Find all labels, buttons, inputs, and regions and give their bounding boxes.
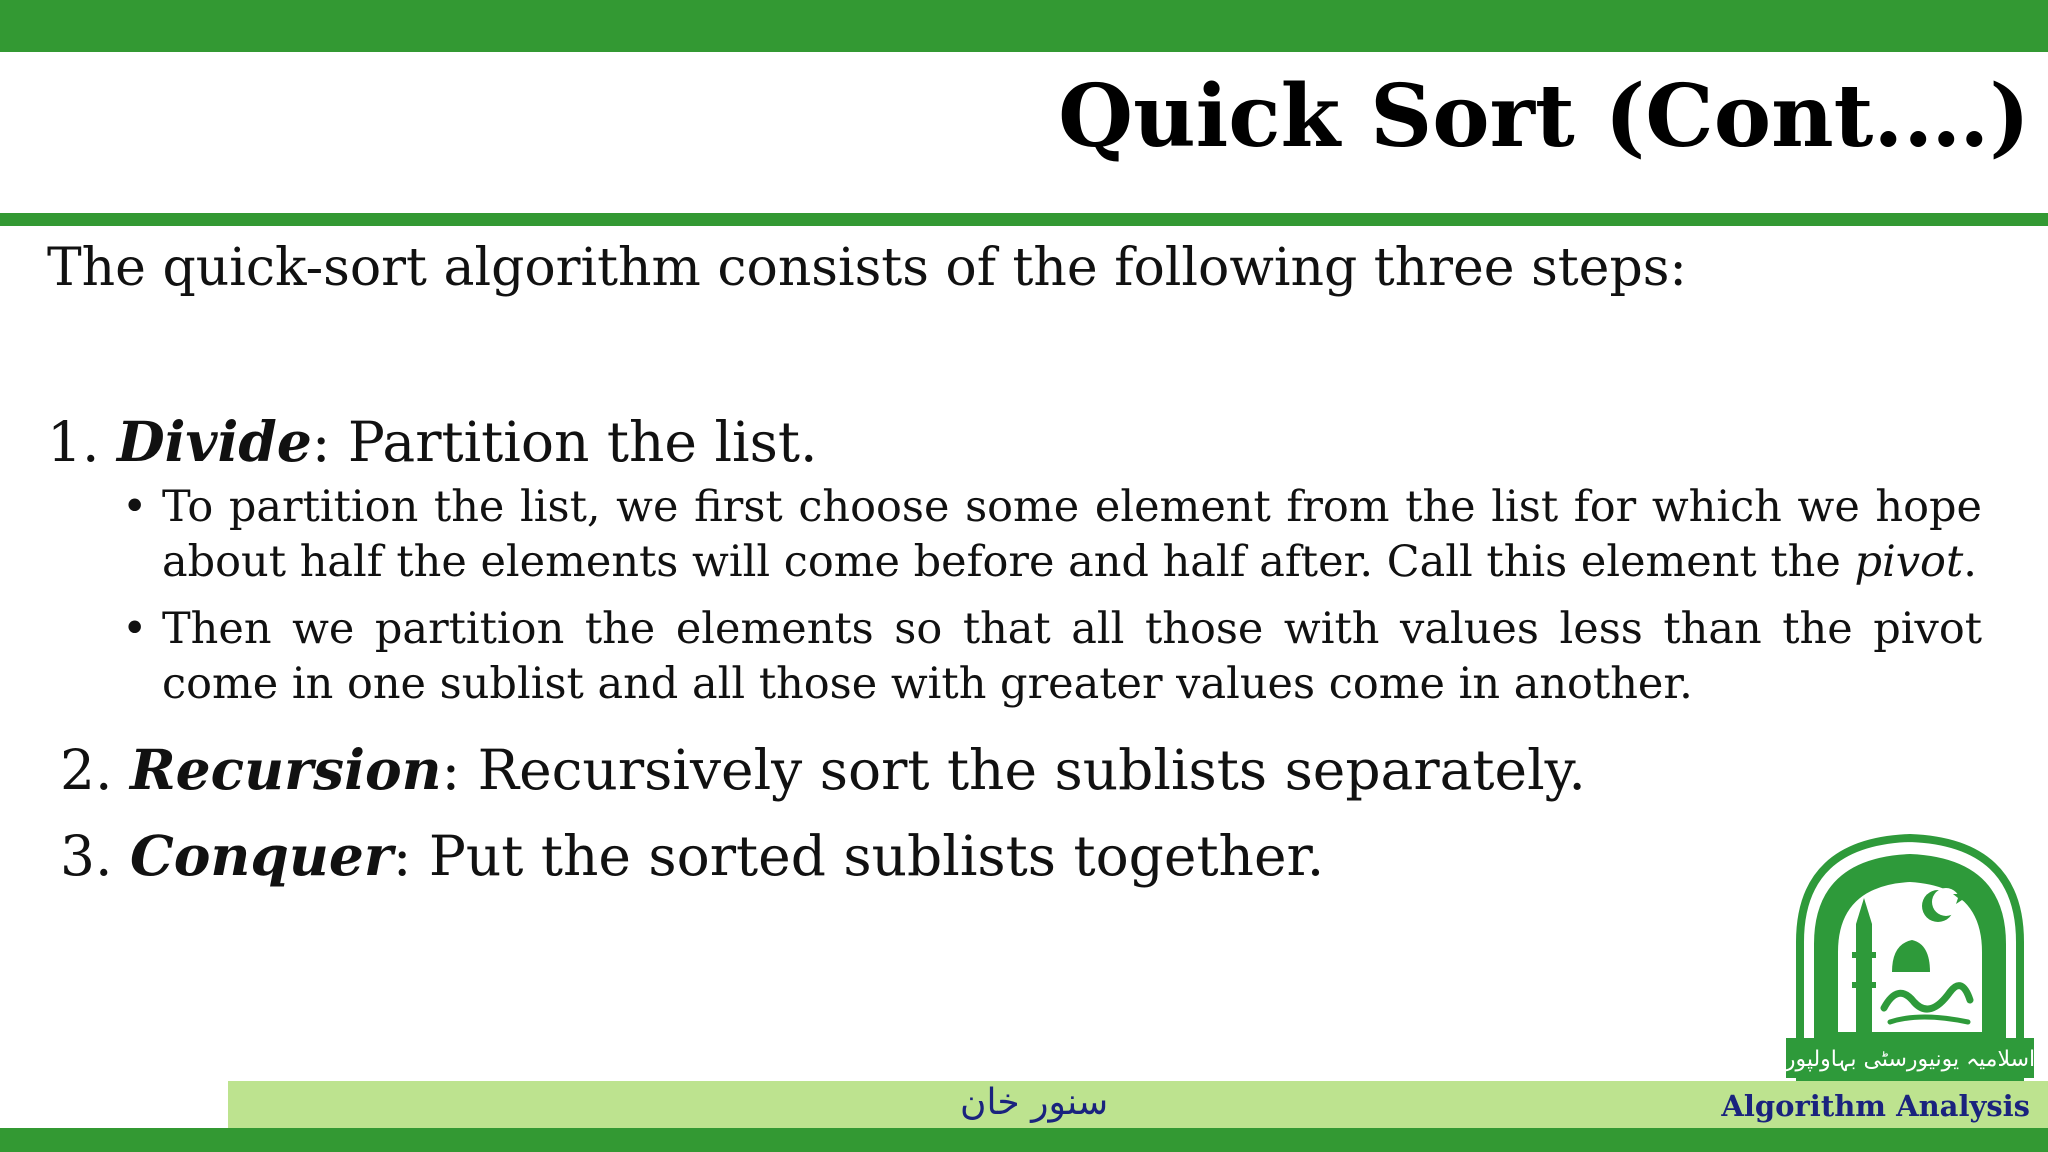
bullet-icon: • bbox=[122, 482, 148, 532]
step-term: Recursion bbox=[129, 737, 442, 802]
top-accent-bar bbox=[0, 0, 2048, 52]
divide-bullet-list bbox=[122, 480, 1982, 724]
step-number: 3. bbox=[60, 824, 113, 888]
bottom-accent-bar bbox=[0, 1128, 2048, 1152]
step-text: Partition the list. bbox=[330, 410, 818, 474]
bullet-end: . bbox=[1963, 537, 1977, 587]
footer-author: سنور خان bbox=[960, 1082, 1109, 1123]
logo-caption: اسلامیہ یونیورسٹی بہاولپور bbox=[1784, 1047, 2036, 1072]
footer-course-title: Algorithm Analysis bbox=[1721, 1089, 2030, 1123]
pivot-term: pivot bbox=[1854, 537, 1964, 587]
bullet-icon: • bbox=[122, 604, 148, 654]
step-separator: : bbox=[311, 410, 331, 474]
step-term: Divide bbox=[116, 409, 312, 474]
university-crest-icon bbox=[1780, 832, 2040, 1082]
step-recursion bbox=[60, 736, 1586, 804]
step-separator: : bbox=[441, 738, 461, 802]
bullet-text: Then we partition the elements so that all those with values less than the pivot come in one sublist and all those with greater values come in another. bbox=[162, 604, 1982, 709]
title-divider bbox=[0, 213, 2048, 226]
step-divide bbox=[47, 408, 817, 476]
list-item bbox=[122, 480, 1982, 590]
step-term: Conquer bbox=[129, 823, 393, 888]
bullet-text: To partition the list, we first choose some element from the list for which we hope about half the elements will come before and half after. Call this element the bbox=[162, 482, 1982, 587]
step-separator: : bbox=[392, 824, 412, 888]
step-text: Recursively sort the sublists separately. bbox=[460, 738, 1586, 802]
step-text: Put the sorted sublists together. bbox=[411, 824, 1325, 888]
step-number: 1. bbox=[47, 410, 100, 474]
step-number: 2. bbox=[60, 738, 113, 802]
step-conquer bbox=[60, 822, 1324, 890]
slide-title: Quick Sort (Cont.…) bbox=[1058, 66, 2030, 167]
intro-text: The quick-sort algorithm consists of the following three steps: bbox=[47, 238, 1687, 298]
list-item bbox=[122, 602, 1982, 712]
